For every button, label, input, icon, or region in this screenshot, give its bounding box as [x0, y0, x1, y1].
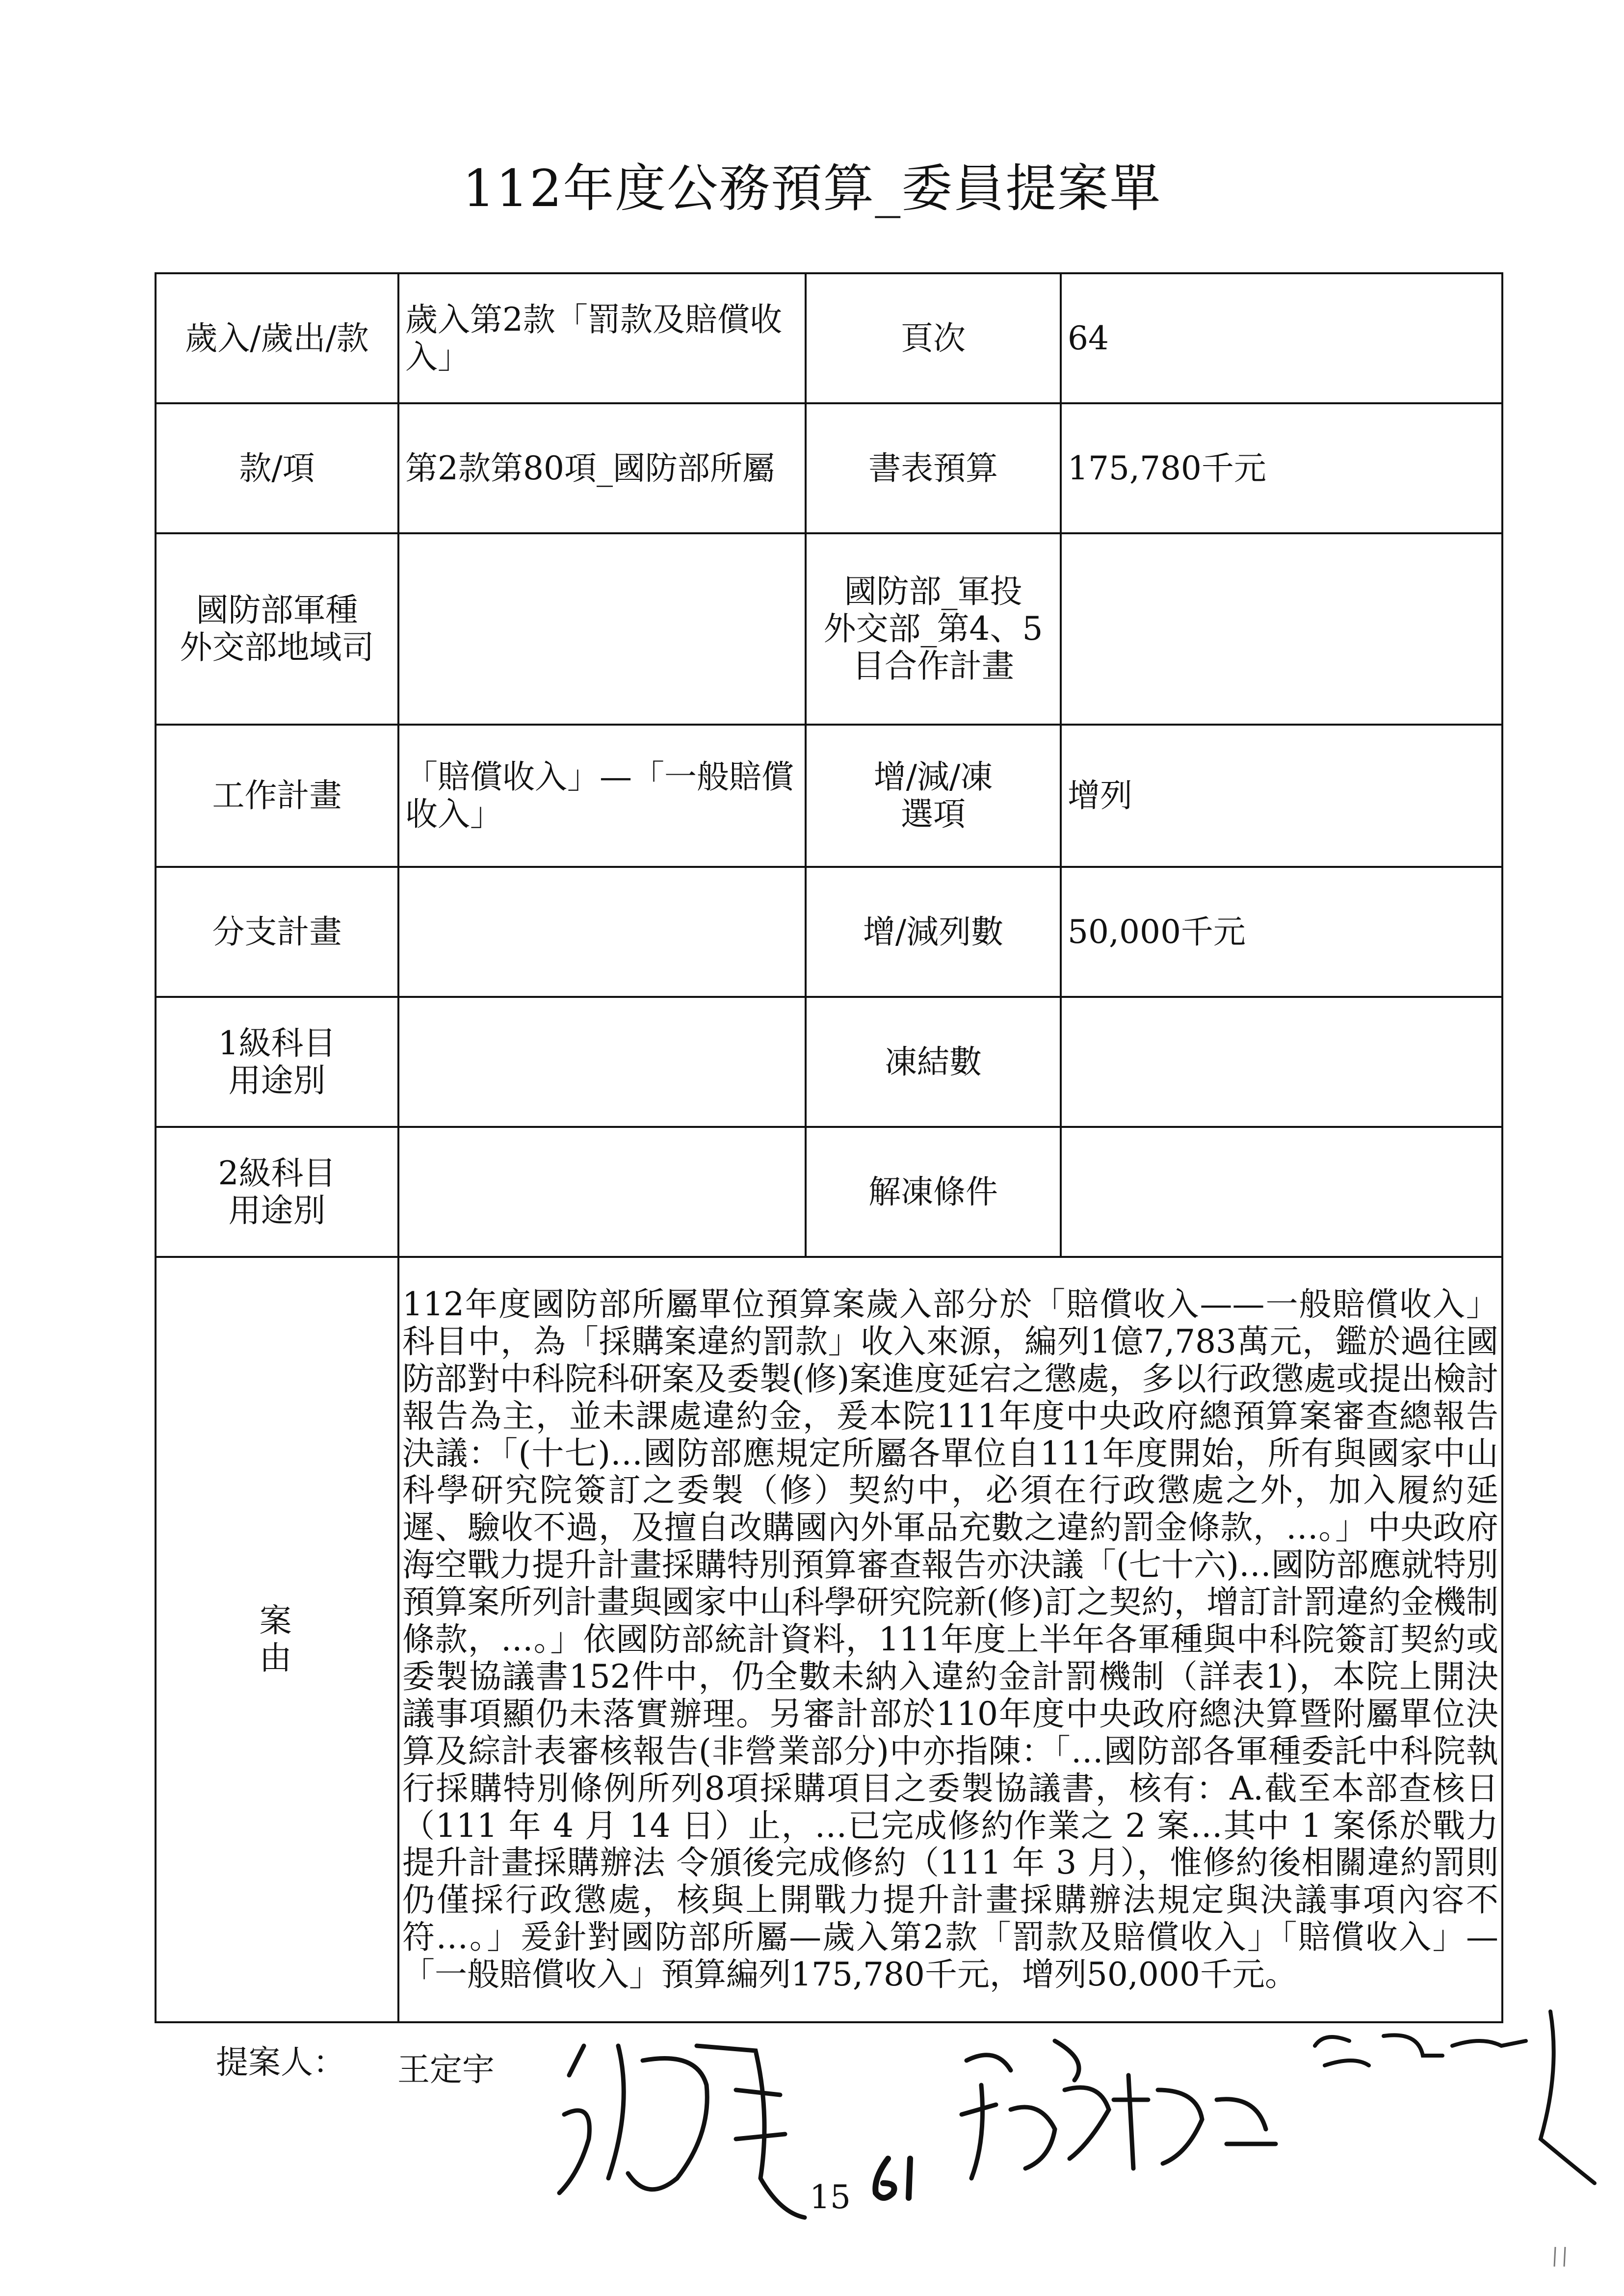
field-value: 「賠償收入」—「一般賠償收入」	[398, 725, 806, 867]
field-value: 歲入第2款「罰款及賠償收入」	[398, 273, 806, 403]
form-row	[156, 273, 1502, 403]
field-value: 175,780千元	[1061, 403, 1502, 533]
field-label: 工作計畫	[156, 725, 398, 867]
proposer-label: 提案人：	[216, 2043, 345, 2081]
field-value: 第2款第80項_國防部所屬	[398, 403, 806, 533]
field-label: 國防部_軍投 外交部_第4、5 目合作計畫	[806, 533, 1061, 725]
field-label: 2級科目 用途別	[156, 1127, 398, 1257]
field-value	[398, 1127, 806, 1257]
form-row	[156, 997, 1502, 1127]
reason-row	[156, 1257, 1502, 2022]
reason-text: 112年度國防部所屬單位預算案歲入部分於「賠償收入——一般賠償收入」科目中，為「採購案違約罰款」收入來源，編列1億7,783萬元，鑑於過往國防部對中科院科研案及委製(修)案進度延宕之懲處，多以行政懲處或提出檢討報告為主，並未課處違約金，爰本院111年度中央政府總預算案審查總報告決議：「(十七)…國防部應規定所屬各單位自111年度開始，所有與國家中山科學研究院簽訂之委製（修）契約中，必須在行政懲處之外，加入履約延遲、驗收不過，及擅自改購國內外軍品充數之違約罰金條款，…。」中央政府海空戰力提升計畫採購特別預算審查報告亦決議「(七十六)…國防部應就特別預算案所列計畫與國家中山科學研究院新(修)訂之契約，增訂計罰違約金機制條款，…。」依國防部統計資料，111年度上半年各軍種與中科院簽訂契約或委製協議書152件中，仍全數未納入違約金計罰機制（詳表1)，本院上開決議事項顯仍未落實辦理。另審計部於110年度中央政府總決算暨附屬單位決算及綜計表審核報告(非營業部分)中亦指陳：「…國防部各軍種委託中科院執行採購特別條例所列8項採購項目之委製協議書，核有：A.截至本部查核日（111 年 4 月 14 日）止，…已完成修約作業之 2 案…其中 1 案係於戰力提升計畫採購辦法 令頒後完成修約（111 年 3 月），惟修約後相關違約罰則仍僅採行政懲處，核與上開戰力提升計畫採購辦法規定與決議事項內容不符…。」爰針對國防部所屬—歲入第2款「罰款及賠償收入」「賠償收入」—「一般賠償收入」預算編列175,780千元，增列50,000千元。	[398, 1257, 1502, 2022]
proposal-form-table	[155, 272, 1503, 2023]
field-label: 分支計畫	[156, 867, 398, 997]
field-value	[398, 867, 806, 997]
field-label: 凍結數	[806, 997, 1061, 1127]
field-value	[398, 533, 806, 725]
field-value: 64	[1061, 273, 1502, 403]
field-value: 50,000千元	[1061, 867, 1502, 997]
field-value	[1061, 997, 1502, 1127]
signature-3	[1295, 1992, 1599, 2188]
field-value	[1061, 1127, 1502, 1257]
proposer-name: 王定宇	[397, 2051, 495, 2088]
form-row	[156, 867, 1502, 997]
field-label: 書表預算	[806, 403, 1061, 533]
handwritten-page-number	[864, 2149, 932, 2208]
field-value	[398, 997, 806, 1127]
page-number: 15	[810, 2178, 851, 2216]
field-label: 1級科目 用途別	[156, 997, 398, 1127]
form-row	[156, 533, 1502, 725]
signature-2	[952, 2031, 1295, 2193]
field-label: 國防部軍種 外交部地域司	[156, 533, 398, 725]
field-label: 增/減列數	[806, 867, 1061, 997]
field-label: 頁次	[806, 273, 1061, 403]
form-title: 112年度公務預算_委員提案單	[462, 158, 1162, 218]
field-value: 增列	[1061, 725, 1502, 867]
form-row	[156, 403, 1502, 533]
field-value	[1061, 533, 1502, 725]
form-row	[156, 725, 1502, 867]
reason-label: 案由	[156, 1257, 398, 2022]
field-label: 款/項	[156, 403, 398, 533]
form-row	[156, 1127, 1502, 1257]
field-label: 增/減/凍 選項	[806, 725, 1061, 867]
signature-1	[550, 2016, 844, 2232]
field-label: 解凍條件	[806, 1127, 1061, 1257]
scan-mark	[1545, 2242, 1575, 2271]
field-label: 歲入/歲出/款	[156, 273, 398, 403]
